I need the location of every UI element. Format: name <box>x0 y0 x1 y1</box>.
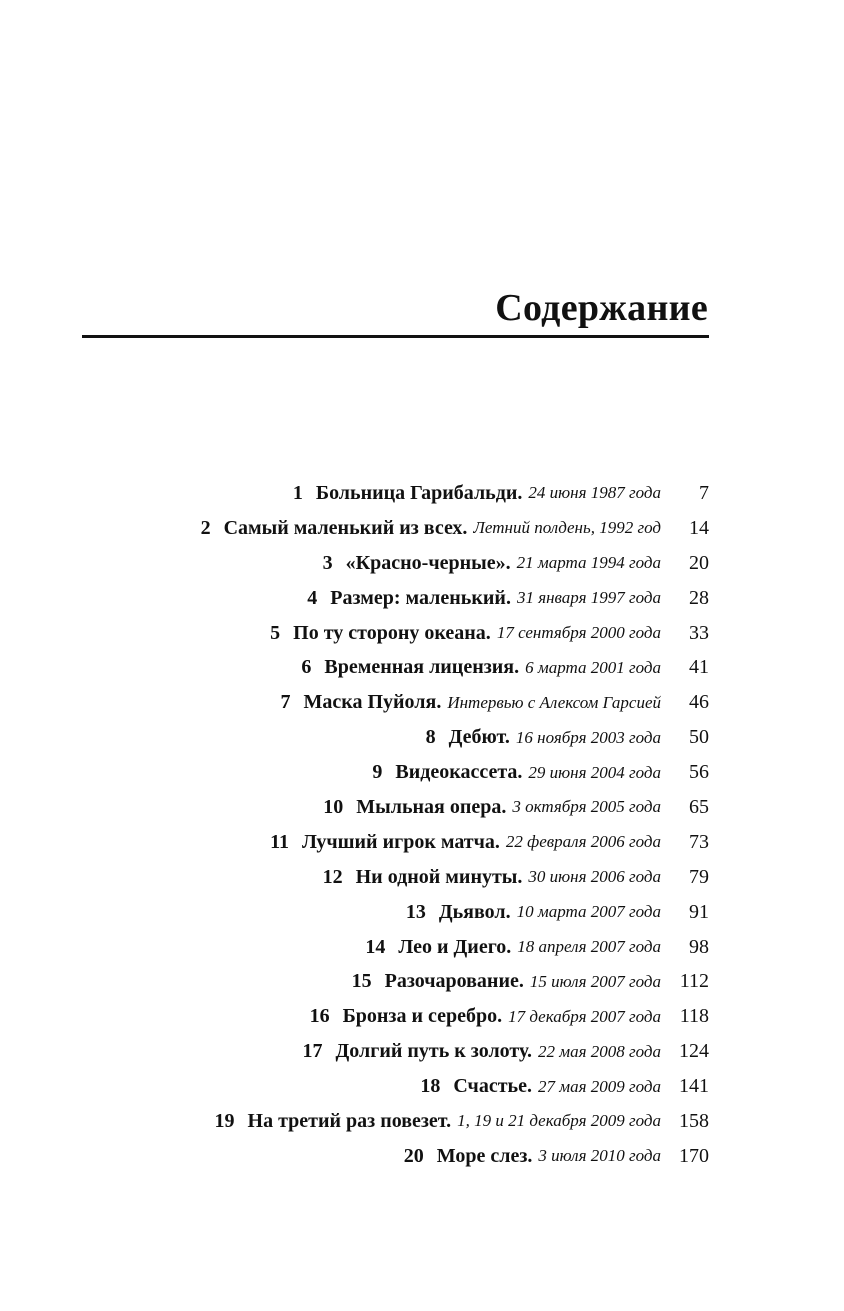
toc-entry[interactable] <box>82 1069 709 1104</box>
chapter-number: 3 <box>322 551 333 574</box>
chapter-date: 18 апреля 2007 года <box>517 937 661 957</box>
chapter-date: Интервью с Алексом Гарсией <box>447 692 661 712</box>
toc-entry[interactable] <box>82 755 709 790</box>
toc-entry[interactable] <box>82 685 709 720</box>
chapter-number: 10 <box>323 795 344 818</box>
chapter-number: 13 <box>405 900 426 923</box>
page-number: 141 <box>679 1075 709 1098</box>
chapter-number: 20 <box>403 1144 424 1167</box>
page-number: 20 <box>689 551 709 574</box>
chapter-number: 1 <box>292 481 303 504</box>
toc-entry[interactable] <box>82 825 709 860</box>
chapter-date: 22 февраля 2006 года <box>505 832 661 852</box>
chapter-number: 15 <box>351 970 372 993</box>
chapter-title: Лучший игрок матча. <box>301 830 500 853</box>
page-number: 112 <box>679 970 709 993</box>
chapter-title: На третий раз повезет. <box>247 1109 452 1132</box>
chapter-title: Самый маленький из всех. <box>223 516 468 539</box>
chapter-date: 16 ноября 2003 года <box>515 727 661 747</box>
chapter-date: 29 июня 2004 года <box>528 762 661 782</box>
page-number: 56 <box>689 761 709 784</box>
page-number: 7 <box>699 481 709 504</box>
toc-entry[interactable] <box>82 895 709 930</box>
page-number: 73 <box>689 830 709 853</box>
chapter-title: Счастье. <box>453 1075 532 1098</box>
toc-entry[interactable] <box>82 999 709 1034</box>
toc-entry[interactable] <box>82 1104 709 1139</box>
chapter-number: 18 <box>420 1075 441 1098</box>
page-number: 79 <box>689 865 709 888</box>
chapter-number: 8 <box>425 726 436 749</box>
chapter-date: 22 мая 2008 года <box>537 1041 661 1061</box>
toc-entry[interactable] <box>82 616 709 651</box>
chapter-title: Бронза и серебро. <box>342 1005 503 1028</box>
page-number: 50 <box>689 726 709 749</box>
toc-entry[interactable] <box>82 790 709 825</box>
title-underline <box>82 335 709 338</box>
chapter-title: «Красно-черные». <box>345 551 511 574</box>
chapter-number: 14 <box>365 935 386 958</box>
chapter-title: Долгий путь к золоту. <box>335 1040 532 1063</box>
page-number: 28 <box>689 586 709 609</box>
toc-entry[interactable] <box>82 650 709 685</box>
page-number: 14 <box>689 516 709 539</box>
page-number: 65 <box>689 795 709 818</box>
chapter-date: 17 декабря 2007 года <box>508 1006 661 1026</box>
toc-entry[interactable] <box>82 511 709 546</box>
chapter-title: Видеокассета. <box>395 761 523 784</box>
toc-entry[interactable] <box>82 1034 709 1069</box>
chapter-title: Дебют. <box>448 726 510 749</box>
toc-entry[interactable] <box>82 546 709 581</box>
chapter-date: 1, 19 и 21 декабря 2009 года <box>457 1111 661 1131</box>
chapter-date: Летний полдень, 1992 год <box>473 518 661 538</box>
toc-entry[interactable] <box>82 860 709 895</box>
chapter-title: Дьявол. <box>438 900 511 923</box>
toc-entry[interactable] <box>82 581 709 616</box>
chapter-date: 30 июня 2006 года <box>528 867 661 887</box>
toc-entry[interactable] <box>82 930 709 965</box>
chapter-number: 16 <box>309 1005 330 1028</box>
page-title: Содержание <box>495 287 708 329</box>
chapter-number: 5 <box>270 621 281 644</box>
table-of-contents <box>82 476 709 1174</box>
chapter-number: 9 <box>372 761 383 784</box>
page-number: 118 <box>679 1005 709 1028</box>
chapter-title: Временная лицензия. <box>324 656 520 679</box>
page-number: 41 <box>689 656 709 679</box>
chapter-date: 31 января 1997 года <box>516 588 661 608</box>
chapter-title: Маска Пуйоля. <box>303 691 442 714</box>
chapter-title: Ни одной минуты. <box>355 865 523 888</box>
chapter-title: Мыльная опера. <box>356 795 507 818</box>
chapter-date: 10 марта 2007 года <box>516 902 661 922</box>
chapter-date: 24 июня 1987 года <box>528 483 661 503</box>
chapter-title: Размер: маленький. <box>330 586 511 609</box>
chapter-number: 2 <box>200 516 211 539</box>
page-number: 91 <box>689 900 709 923</box>
page-number: 124 <box>679 1040 709 1063</box>
chapter-date: 3 октября 2005 года <box>512 797 661 817</box>
chapter-number: 19 <box>214 1109 235 1132</box>
chapter-title: По ту сторону океана. <box>293 621 491 644</box>
chapter-number: 4 <box>307 586 318 609</box>
page-number: 46 <box>689 691 709 714</box>
chapter-date: 6 марта 2001 года <box>525 657 661 677</box>
chapter-title: Разочарование. <box>384 970 524 993</box>
page-number: 170 <box>679 1144 709 1167</box>
chapter-title: Больница Гарибальди. <box>315 481 523 504</box>
chapter-number: 11 <box>270 830 289 853</box>
chapter-date: 15 июля 2007 года <box>529 971 661 991</box>
page-number: 98 <box>689 935 709 958</box>
chapter-date: 3 июля 2010 года <box>538 1146 661 1166</box>
toc-entry[interactable] <box>82 1139 709 1174</box>
chapter-title: Море слез. <box>436 1144 533 1167</box>
chapter-number: 17 <box>302 1040 323 1063</box>
toc-entry[interactable] <box>82 476 709 511</box>
toc-entry[interactable] <box>82 720 709 755</box>
chapter-date: 21 марта 1994 года <box>516 553 661 573</box>
page-number: 158 <box>679 1109 709 1132</box>
chapter-title: Лео и Диего. <box>398 935 512 958</box>
chapter-number: 12 <box>322 865 343 888</box>
toc-entry[interactable] <box>82 964 709 999</box>
chapter-number: 7 <box>280 691 291 714</box>
chapter-date: 17 сентября 2000 года <box>496 623 661 642</box>
page-number: 33 <box>689 621 709 644</box>
chapter-date: 27 мая 2009 года <box>537 1076 661 1096</box>
chapter-number: 6 <box>301 656 312 679</box>
